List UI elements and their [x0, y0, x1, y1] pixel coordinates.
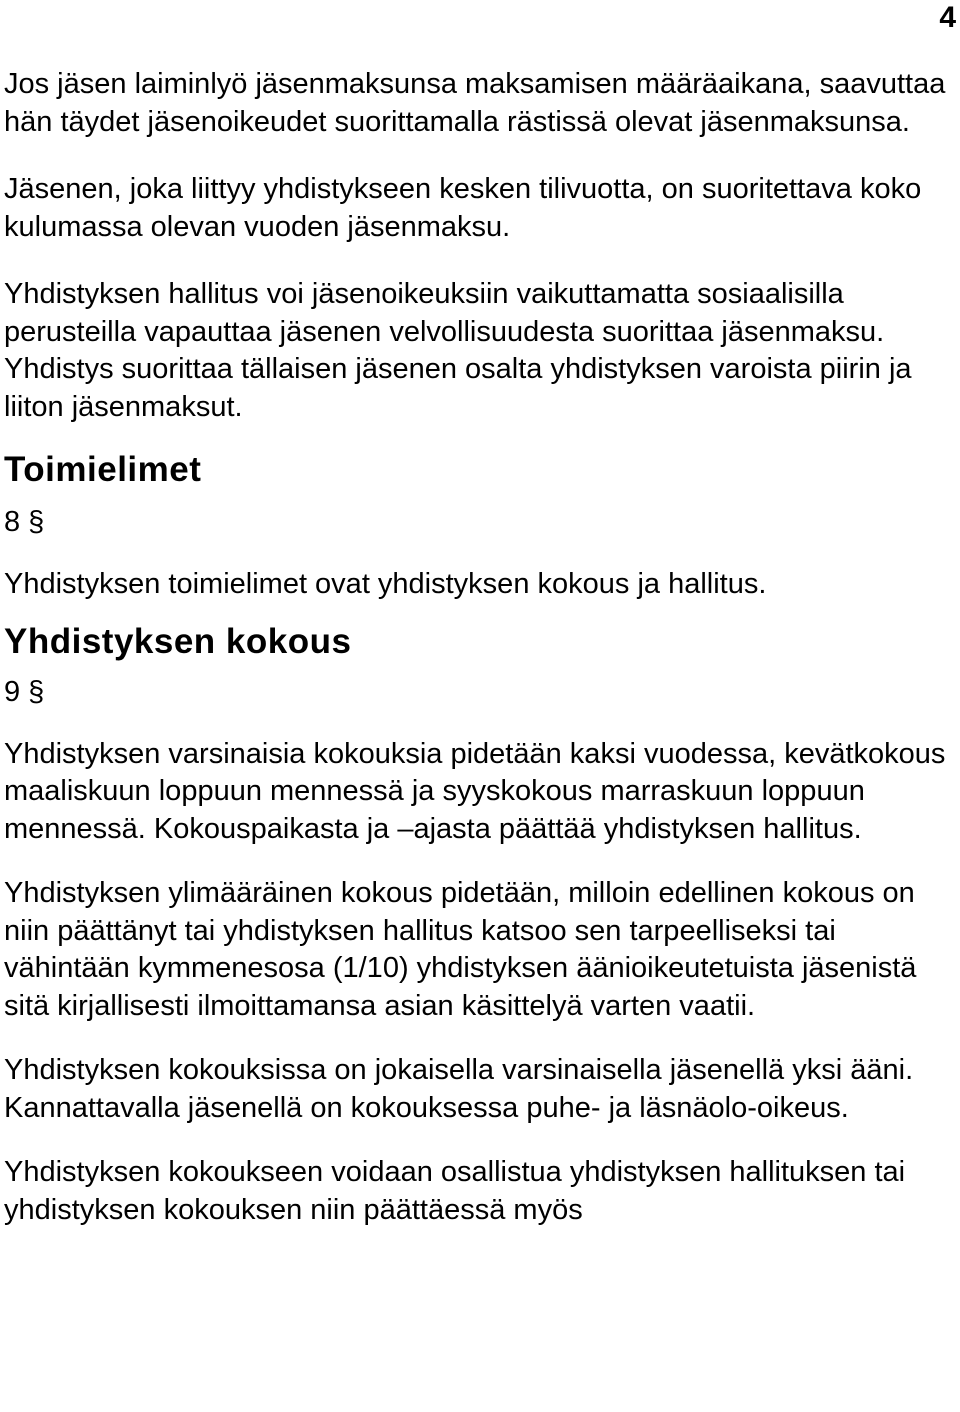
paragraph-toimielimet: Yhdistyksen toimielimet ovat yhdistyksen kokous ja hallitus.	[4, 568, 767, 600]
paragraph-late-fee: Jos jäsen laiminlyö jäsenmaksunsa maksamisen määräaikana, saavuttaa hän täydet jäsenoikeudet suorittamalla rästissä olevat jäsenmaksunsa.	[4, 68, 946, 138]
paragraph-regular-meetings: Yhdistyksen varsinaisia kokouksia pidetään kaksi vuodessa, kevätkokous maaliskuun loppuun mennessä ja syyskokous marraskuun loppuun mennessä. Kokouspaikasta ja –ajasta päättää yhdistyksen hallitus.	[4, 737, 946, 845]
section-mark-8: 8 §	[4, 506, 45, 538]
paragraph-fee-exemption: Yhdistyksen hallitus voi jäsenoikeuksiin vaikuttamatta sosiaalisilla perusteilla vapauttaa jäsenen velvollisuudesta suorittaa jäsenmaksu. Yhdistys suorittaa tällaisen jäsenen osalta yhdistyksen varoista piirin ja liiton jäsenmaksut.	[4, 278, 912, 423]
paragraph-remote-participation: Yhdistyksen kokoukseen voidaan osallistua yhdistyksen hallituksen tai yhdistyksen kokouksen niin päättäessä myös	[4, 1156, 906, 1226]
paragraph-extraordinary-meeting: Yhdistyksen ylimääräinen kokous pidetään, milloin edellinen kokous on niin päättänyt tai yhdistyksen hallitus katsoo sen tarpeelliseksi tai vähintään kymmenesosa (1/10) yhdistyksen äänioikeutetuista jäsenistä sitä kirjallisesti ilmoittamansa asian käsittelyä varten vaatii.	[4, 877, 917, 1022]
section-mark-9: 9 §	[4, 675, 45, 708]
heading-yhdistyksen-kokous: Yhdistyksen kokous	[4, 621, 352, 661]
paragraph-voting-rights: Yhdistyksen kokouksissa on jokaisella varsinaisella jäsenellä yksi ääni. Kannattavalla jäsenellä on kokouksessa puhe- ja läsnäolo-oikeus.	[4, 1054, 914, 1124]
heading-toimielimet: Toimielimet	[4, 450, 202, 489]
page-number: 4	[939, 1, 956, 34]
paragraph-mid-year-join: Jäsenen, joka liittyy yhdistykseen kesken tilivuotta, on suoritettava koko kulumassa olevan vuoden jäsenmaksu.	[4, 173, 922, 243]
document-body	[4, 66, 960, 1229]
